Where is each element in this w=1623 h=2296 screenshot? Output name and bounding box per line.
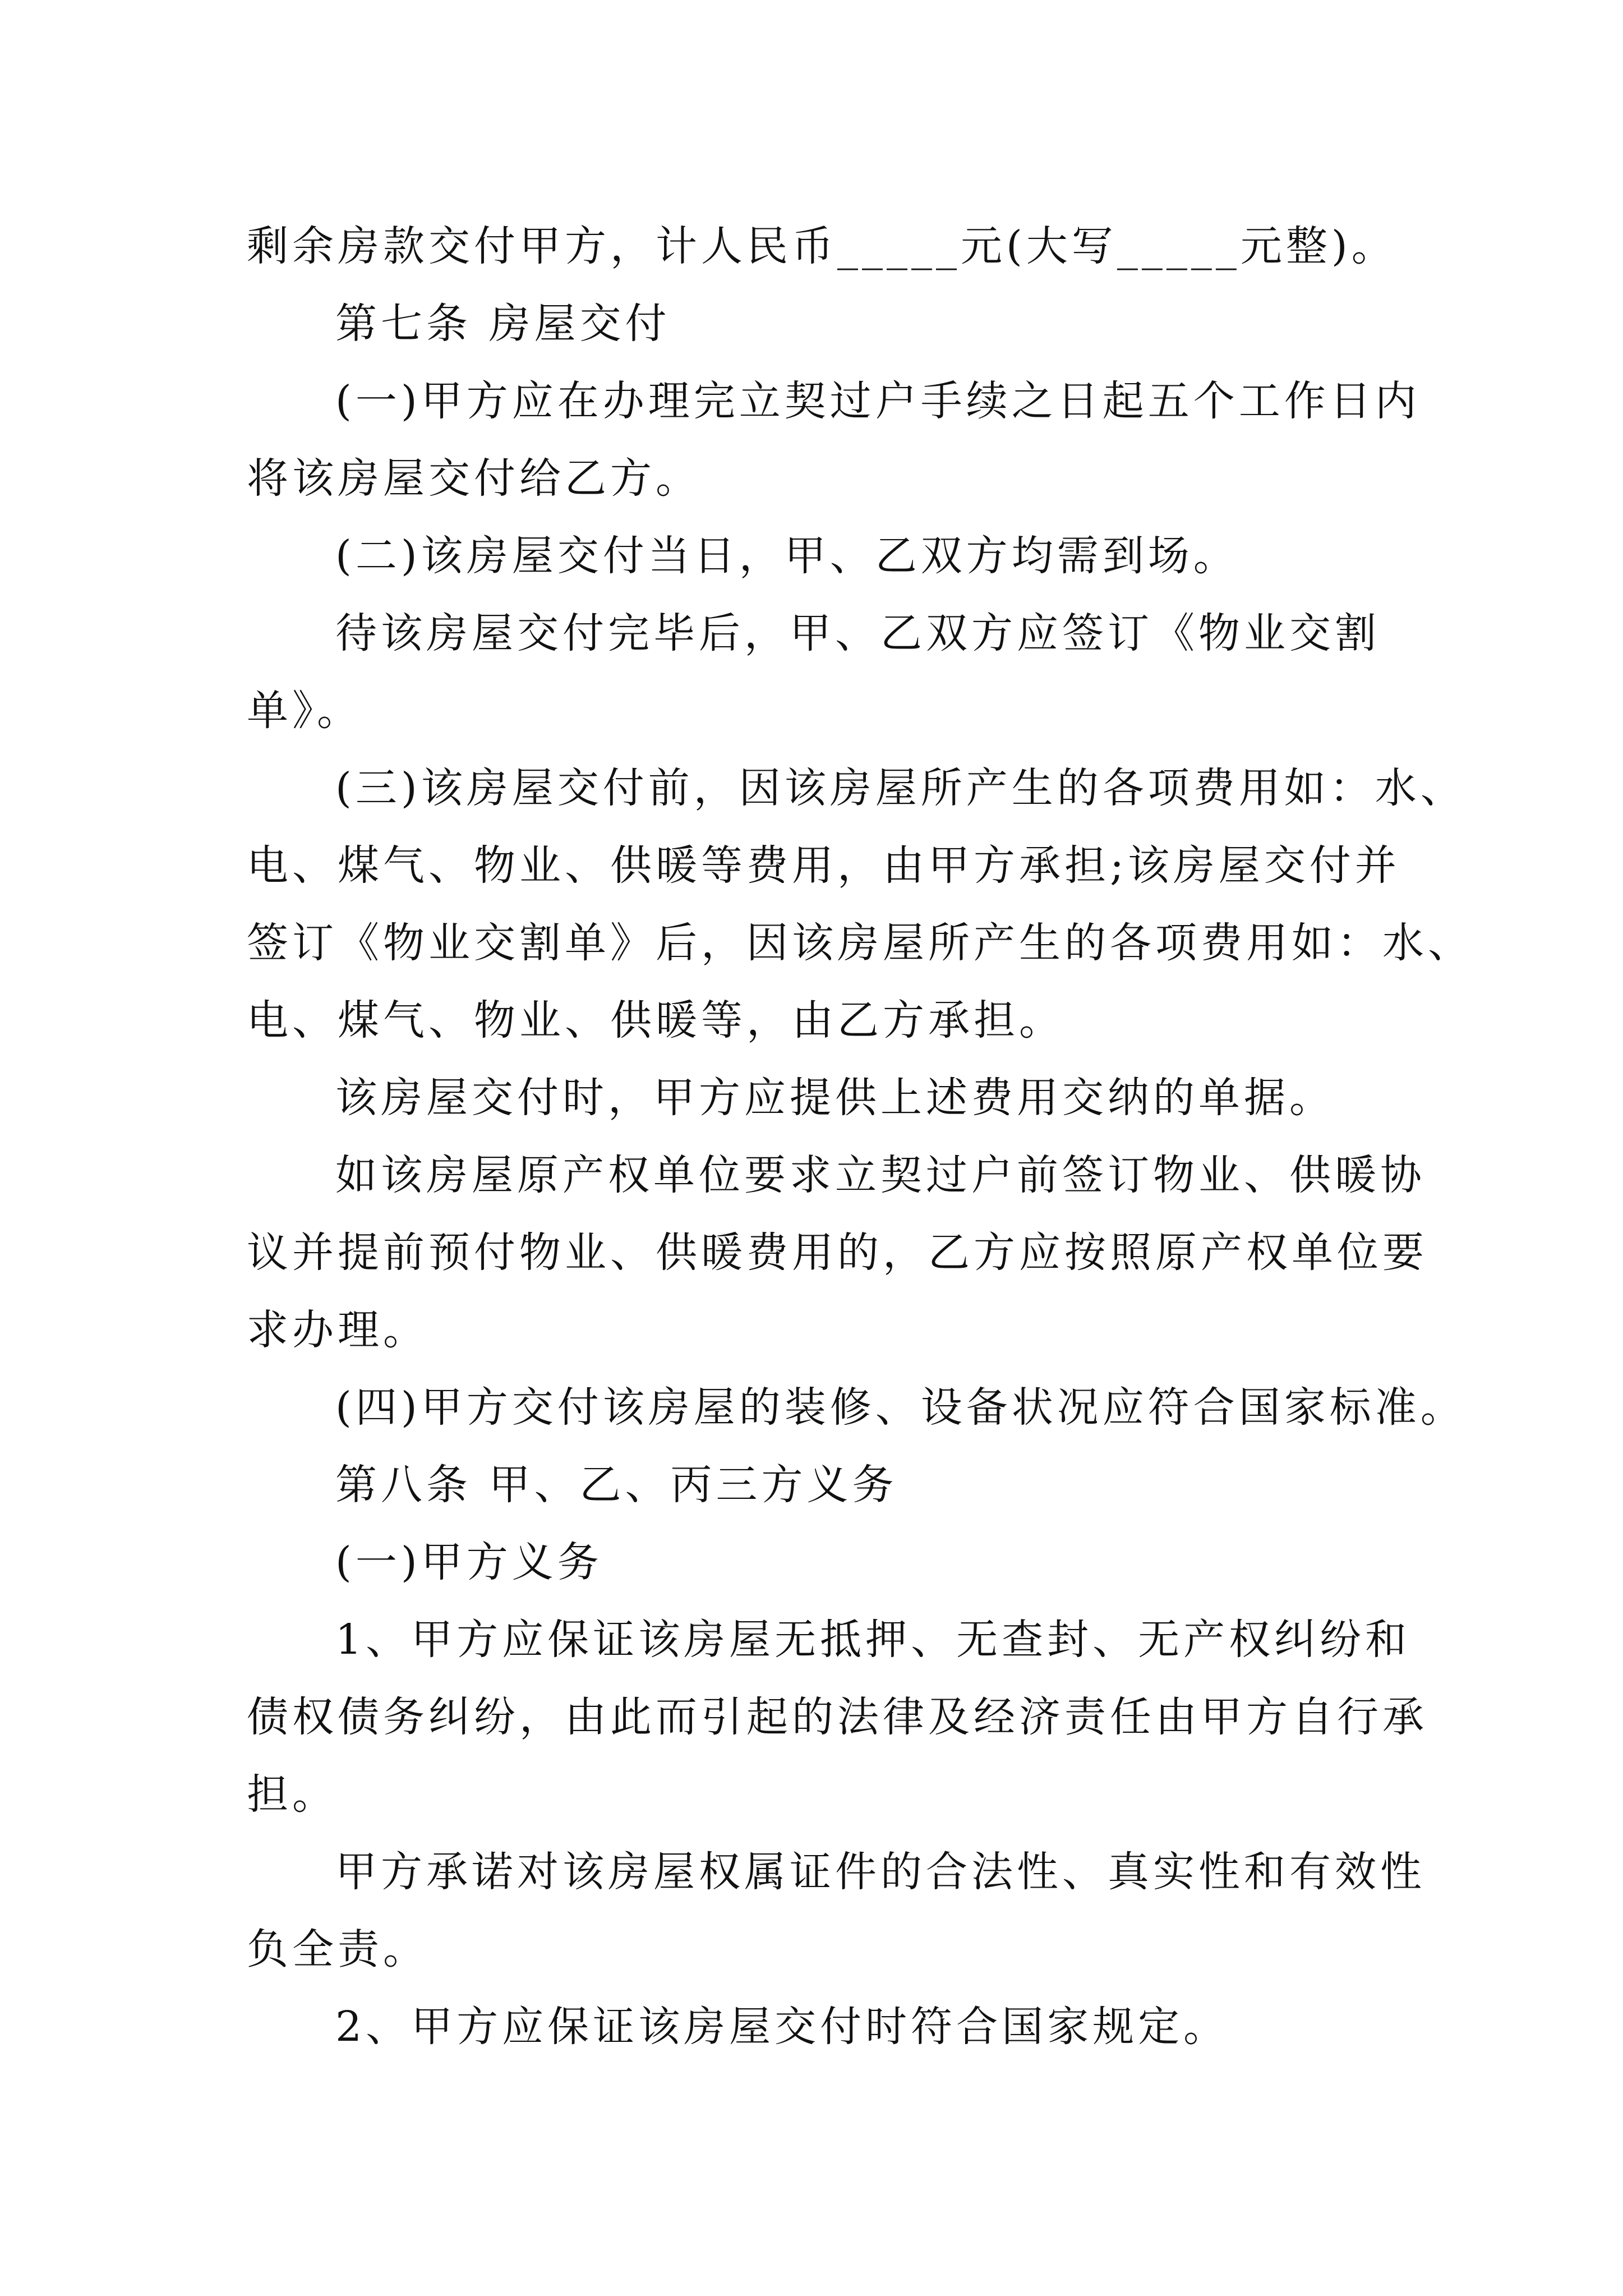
text-line: 议并提前预付物业、供暖费用的，乙方应按照原产权单位要 — [247, 1228, 1428, 1277]
text-line: 担。 — [247, 1770, 338, 1819]
text-line: 签订《物业交割单》后，因该房屋所产生的各项费用如：水、 — [247, 919, 1473, 967]
text-line: 待该房屋交付完毕后，甲、乙双方应签订《物业交割 — [335, 609, 1380, 657]
section-heading-8: 第八条 甲、乙、丙三方义务 — [335, 1461, 898, 1509]
text-line: 求办理。 — [247, 1306, 428, 1354]
text-line: 2、甲方应保证该房屋交付时符合国家规定。 — [335, 2003, 1229, 2051]
subsection-heading: (一)甲方义务 — [335, 1538, 603, 1586]
contract-text — [247, 208, 1473, 2065]
text-line: (一)甲方应在办理完立契过户手续之日起五个工作日内 — [335, 377, 1421, 425]
text-line: 电、煤气、物业、供暖等，由乙方承担。 — [247, 996, 1064, 1045]
text-line: 电、煤气、物业、供暖等费用，由甲方承担;该房屋交付并 — [247, 841, 1400, 890]
text-line: 甲方承诺对该房屋权属证件的合法性、真实性和有效性 — [335, 1848, 1426, 1896]
text-line: 负全责。 — [247, 1925, 428, 1973]
text-line: (四)甲方交付该房屋的装修、设备状况应符合国家标准。 — [335, 1383, 1466, 1432]
text-line: 该房屋交付时，甲方应提供上述费用交纳的单据。 — [335, 1074, 1335, 1122]
text-line: (二)该房屋交付当日，甲、乙双方均需到场。 — [335, 532, 1239, 580]
text-line: 剩余房款交付甲方，计人民币_____元(大写_____元整)。 — [247, 222, 1397, 270]
text-line: (三)该房屋交付前，因该房屋所产生的各项费用如：水、 — [335, 764, 1466, 812]
text-line: 债权债务纠纷，由此而引起的法律及经济责任由甲方自行承 — [247, 1693, 1428, 1741]
section-heading-7: 第七条 房屋交付 — [335, 300, 671, 348]
text-line: 单》。 — [247, 687, 362, 735]
text-line: 将该房屋交付给乙方。 — [247, 454, 701, 503]
text-line: 1、甲方应保证该房屋无抵押、无查封、无产权纠纷和 — [335, 1616, 1411, 1664]
text-line: 如该房屋原产权单位要求立契过户前签订物业、供暖协 — [335, 1151, 1426, 1199]
